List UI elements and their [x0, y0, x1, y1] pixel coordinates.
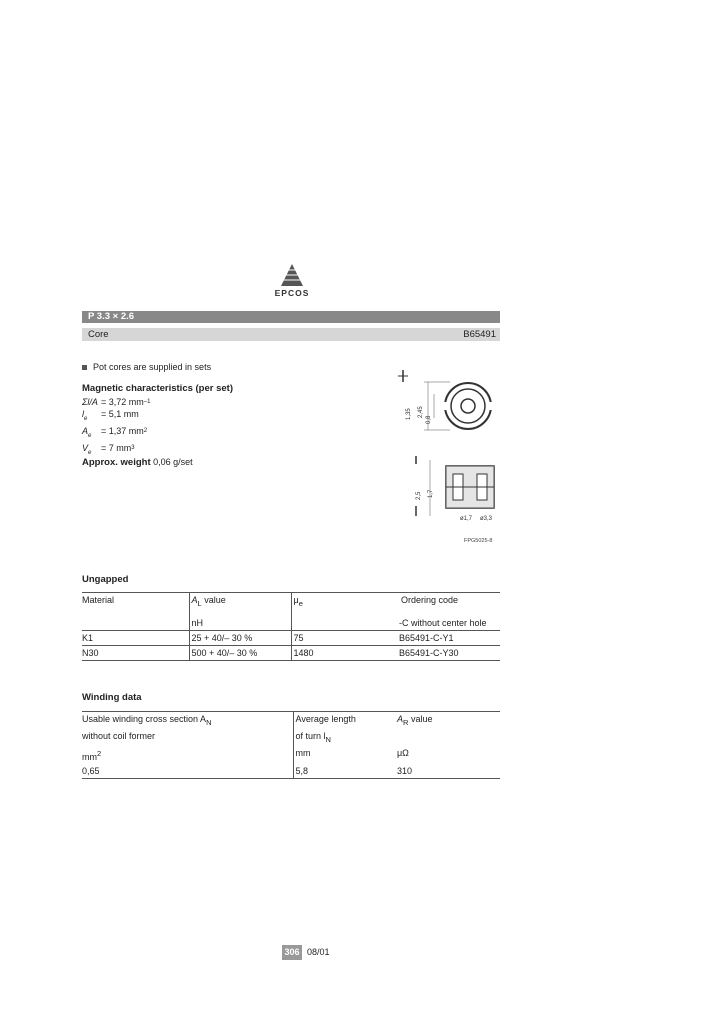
ungapped-title: Ungapped [82, 574, 129, 585]
dim-0-8: 0,8 [426, 415, 432, 424]
page-number: 306 [282, 945, 302, 960]
dim-2-5: 2,5 [416, 491, 422, 500]
winding-title: Winding data [82, 692, 142, 703]
bullet-note: Pot cores are supplied in sets [82, 362, 211, 372]
mag-item: Σl/A = 3,72 mm –1 [82, 397, 151, 407]
magnetic-title: Magnetic characteristics (per set) [82, 383, 234, 394]
table-row: 0,65 5,8 310 [82, 764, 500, 779]
subtitle-bar [82, 328, 500, 341]
epcos-logo [268, 262, 316, 306]
dim-dia-1-7: ø1,7 [460, 516, 473, 522]
mag-item: $l_e$ = 5,1 mm [82, 409, 139, 422]
mag-item: $V_e$ = 7 mm 3 [82, 442, 135, 456]
dim-1-35: 1,35 [406, 408, 412, 420]
subtitle: Core [88, 329, 109, 340]
bullet-square-icon [82, 365, 87, 370]
brand-name: EPCOS [274, 288, 310, 298]
table-header-row: without coil former of turn $l_N$ [82, 729, 500, 746]
ungapped-table [82, 592, 500, 661]
page-title: P 3.3 × 2.6 [82, 311, 500, 323]
side-view [416, 456, 494, 544]
core-drawing [388, 368, 506, 548]
table-header-row: Usable winding cross section $A_N$ Average length $A_R$ value [82, 712, 500, 729]
drawing-ref: FPG5025-8 [464, 538, 493, 544]
page-date: 08/01 [307, 947, 330, 957]
approx-weight: Approx. weight 0,06 g/set [82, 457, 193, 468]
magnetic-list [82, 396, 150, 458]
table-header-row: Material $A_L$ value $\mu_e$ Ordering code [82, 593, 500, 610]
table-row: K1 25 + 40/– 30 % 75 B65491-C-Y1 [82, 630, 500, 645]
dim-2-45: 2,45 [418, 406, 424, 418]
epcos-triangle-icon [279, 262, 305, 288]
table-units-row: $mm^2$ mm μΩ [82, 747, 409, 762]
winding-table [82, 711, 500, 779]
part-number: B65491 [463, 329, 496, 340]
dim-1-7: 1,7 [428, 489, 434, 498]
top-view [398, 370, 494, 430]
mag-item: $A_e$ = 1,37 mm 2 [82, 425, 148, 439]
table-units-row: nH -C without center hole [82, 610, 500, 631]
dim-dia-3-3: ø3,3 [480, 516, 493, 522]
table-row: N30 500 + 40/– 30 % 1480 B65491-C-Y30 [82, 645, 500, 660]
